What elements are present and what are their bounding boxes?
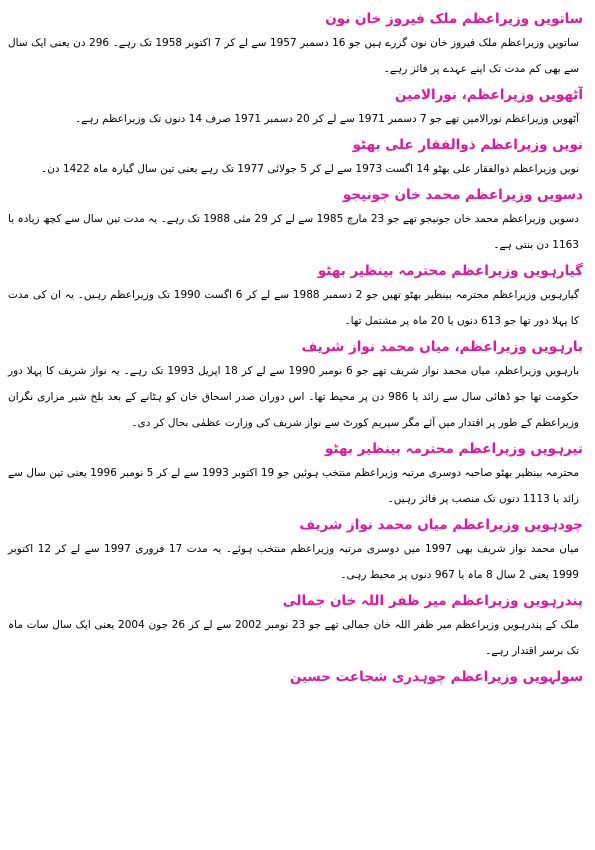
- section-13: [8, 438, 583, 512]
- section-paragraph: ملک کے پندرہویں وزیراعظم میر ظفر اللہ خان جمالی تھے جو 23 نومبر 2002 سے لے کر 26 جون 2004 یعنی ایک سال سات ماہ تک برسر اقتدار رہے۔: [8, 619, 579, 657]
- section-11: [8, 260, 583, 334]
- section-paragraph: ساتویں وزیراعظم ملک فیروز خان نون گزرے ہیں جو 16 دسمبر 1957 سے لے کر 7 اکتوبر 1958 تک رہے۔ 296 دن یعنی ایک سال سے بھی کم مدت تک اپنے عہدے پر فائز رہے۔: [8, 37, 579, 75]
- section-heading: نویں وزیراعظم ذوالفقار علی بھٹو: [352, 137, 583, 153]
- section-paragraph: نویں وزیراعظم ذوالفقار علی بھٹو 14 اگست 1973 سے لے کر 5 جولائی 1977 تک رہے یعنی تین سال گیارہ ماہ 1422 دن۔: [41, 163, 579, 175]
- section-paragraph: بارہویں وزیراعظم، میاں محمد نواز شریف تھے جو 6 نومبر 1990 سے لے کر 18 اپریل 1993 تک رہے۔ یہ نواز شریف کا پہلا دور حکومت تھا جو ڈھائی سال سے زائد یا 986 دن پر محیط تھا۔ اس دوران صدر اسحاق خان کو ہٹانے کے بعد بلخ شیر مزاری نگران وزیراعظم کے طور پر اقتدار میں آئے مگر سپریم کورٹ سے نواز شریف کی وزارت عظمٰی بحال کر دی۔: [8, 365, 580, 429]
- section-heading: تیرہویں وزیراعظم محترمہ بینظیر بھٹو: [325, 441, 583, 457]
- section-heading: چودہویں وزیراعظم میاں محمد نواز شریف: [299, 517, 583, 533]
- section-7: [8, 8, 583, 82]
- section-heading: بارہویں وزیراعظم، میاں محمد نواز شریف: [301, 339, 583, 355]
- section-paragraph: گیارہویں وزیراعظم محترمہ بینظیر بھٹو تھیں جو 2 دسمبر 1988 سے لے کر 6 اگست 1990 تک وزیراعظم رہیں۔ یہ ان کی مدت کا پہلا دور تھا جو 613 دنوں یا 20 ماہ پر مشتمل تھا۔: [8, 289, 579, 327]
- section-paragraph: آٹھویں وزیراعظم نورالامین تھے جو 7 دسمبر 1971 سے لے کر 20 دسمبر 1971 صرف 14 دنوں تک وزیراعظم رہے۔: [75, 113, 579, 125]
- section-16: [8, 666, 583, 688]
- section-heading: گیارہویں وزیراعظم محترمہ بینظیر بھٹو: [317, 263, 583, 279]
- section-heading: آٹھویں وزیراعظم، نورالامین: [394, 87, 583, 103]
- section-15: [8, 590, 583, 664]
- section-paragraph: دسویں وزیراعظم محمد خان جونیجو تھے جو 23 مارچ 1985 سے لے کر 29 مئی 1988 تک رہے۔ یہ مدت تین سال سے کچھ زیادہ یا 1163 دن بنتی ہے۔: [8, 213, 579, 251]
- section-heading: ساتویں وزیراعظم ملک فیروز خان نون: [325, 11, 583, 27]
- section-12: [8, 336, 583, 436]
- section-heading: دسویں وزیراعظم محمد خان جونیجو: [342, 187, 583, 203]
- section-heading: پندرہویں وزیراعظم میر ظفر اللہ خان جمالی: [282, 593, 583, 609]
- section-paragraph: محترمہ بینظیر بھٹو صاحبہ دوسری مرتبہ وزیراعظم منتخب ہوئیں جو 19 اکتوبر 1993 سے لے کر 5 نومبر 1996 یعنی تین سال سے زائد یا 1113 دنوں تک منصب پر فائز رہیں۔: [8, 467, 580, 505]
- section-paragraph: میاں محمد نواز شریف بھی 1997 میں دوسری مرتبہ وزیراعظم منتخب ہوئے۔ یہ مدت 17 فروری 1997 سے لے کر 12 اکتوبر 1999 یعنی 2 سال 8 ماہ یا 967 دنوں پر محیط رہی۔: [8, 543, 580, 581]
- section-8: [8, 84, 583, 132]
- section-14: [8, 514, 583, 588]
- section-heading: سولہویں وزیراعظم چوہدری شجاعت حسین: [289, 669, 583, 685]
- section-9: [8, 134, 583, 182]
- section-10: [8, 184, 583, 258]
